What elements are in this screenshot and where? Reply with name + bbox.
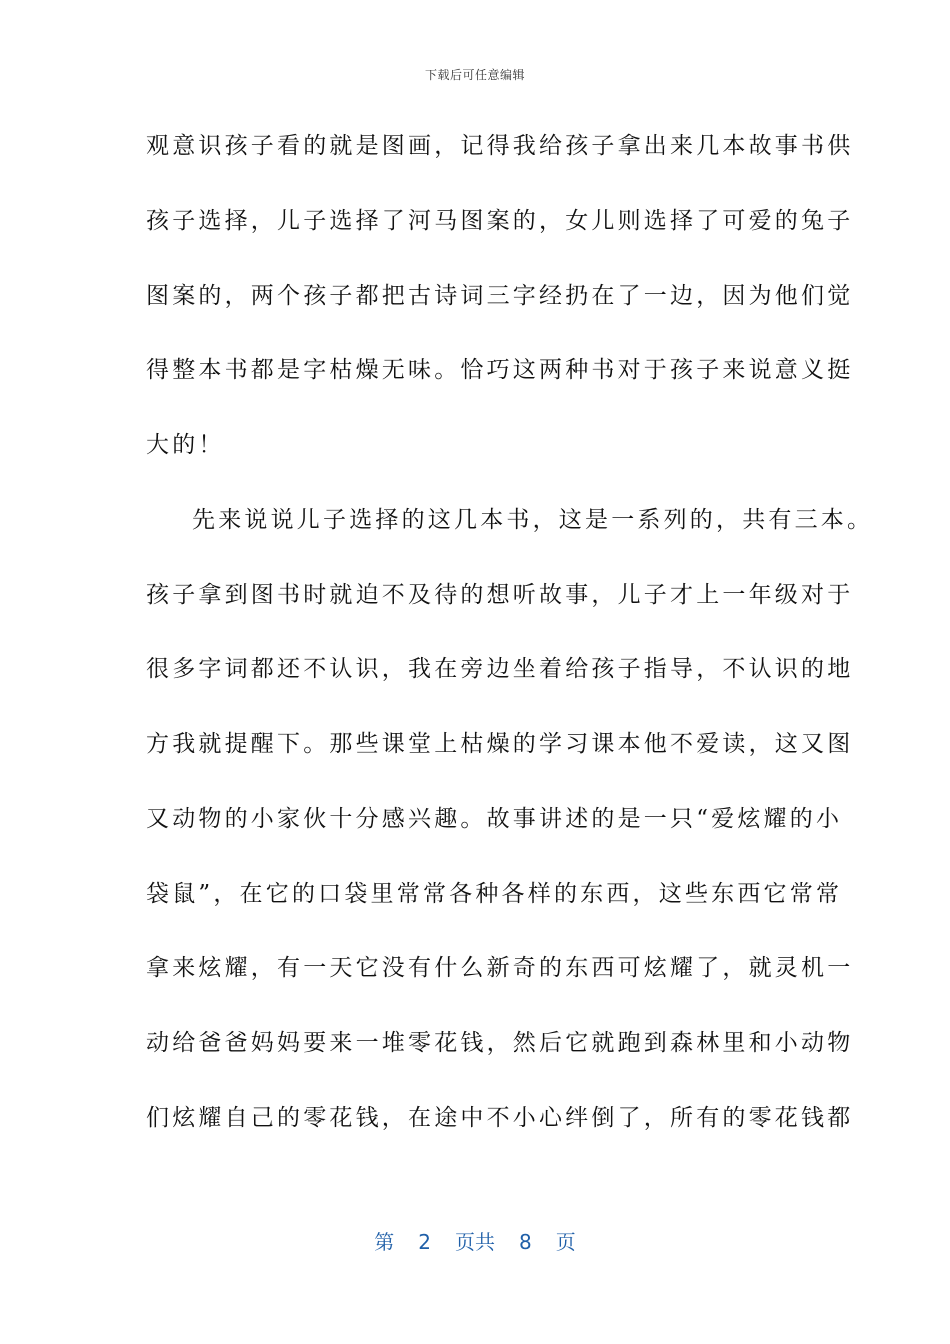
text-line: 图案的，两个孩子都把古诗词三字经扔在了一边，因为他们觉 xyxy=(146,283,854,309)
total-page-number: 8 xyxy=(519,1230,532,1254)
current-page-number: 2 xyxy=(418,1230,431,1254)
footer-middle: 页共 xyxy=(455,1230,495,1254)
text-line: 拿来炫耀，有一天它没有什么新奇的东西可炫耀了，就灵机一 xyxy=(146,955,854,981)
text-line: 们炫耀自己的零花钱，在途中不小心绊倒了，所有的零花钱都 xyxy=(146,1105,854,1131)
text-line: 袋鼠”，在它的口袋里常常各种各样的东西，这些东西它常常 xyxy=(146,881,843,907)
text-line: 得整本书都是字枯燥无味。恰巧这两种书对于孩子来说意义挺 xyxy=(146,357,854,383)
footer-prefix: 第 xyxy=(374,1230,395,1254)
footer-suffix: 页 xyxy=(555,1230,576,1254)
text-line: 孩子拿到图书时就迫不及待的想听故事，儿子才上一年级对于 xyxy=(146,582,854,608)
page-header: 下载后可任意编辑 xyxy=(424,68,525,82)
page-footer xyxy=(0,1226,950,1255)
text-line: 又动物的小家伙十分感兴趣。故事讲述的是一只“爱炫耀的小 xyxy=(146,806,843,832)
text-line: 大的！ xyxy=(146,432,225,458)
text-line: 孩子选择，儿子选择了河马图案的，女儿则选择了可爱的兔子 xyxy=(146,208,854,234)
text-line: 先来说说儿子选择的这几本书，这是一系列的，共有三本。 xyxy=(192,507,874,533)
text-line: 方我就提醒下。那些课堂上枯燥的学习课本他不爱读，这又图 xyxy=(146,731,854,757)
text-line: 观意识孩子看的就是图画，记得我给孩子拿出来几本故事书供 xyxy=(146,133,854,159)
text-line: 很多字词都还不认识，我在旁边坐着给孩子指导，不认识的地 xyxy=(146,656,854,682)
text-line: 动给爸爸妈妈要来一堆零花钱，然后它就跑到森林里和小动物 xyxy=(146,1030,854,1056)
